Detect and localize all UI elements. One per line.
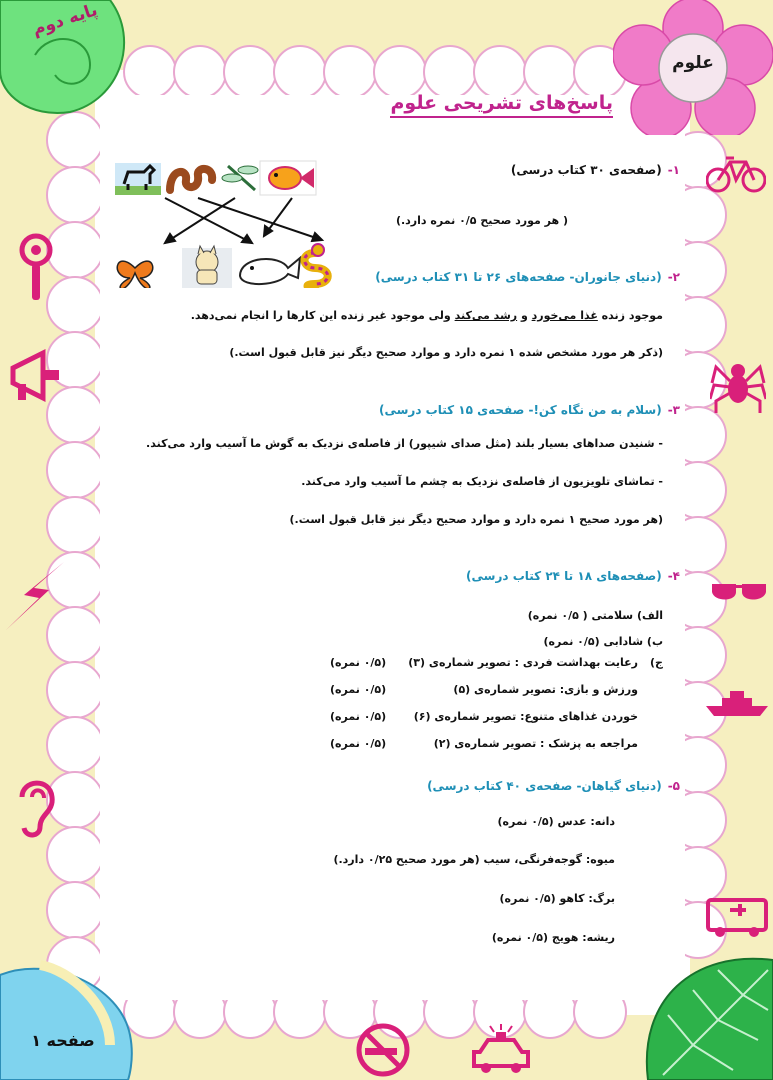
- question-2-answer: [191, 309, 663, 322]
- whale-picture: [240, 258, 300, 284]
- question-2-number: ۲-: [667, 270, 680, 284]
- leaf-icon: [633, 940, 773, 1080]
- question-3-number: ۳-: [667, 403, 680, 417]
- question-5-leaf: برگ: کاهو (۰/۵ نمره): [499, 892, 615, 905]
- no-smoking-icon: [355, 1022, 411, 1078]
- worm-picture: [170, 169, 212, 190]
- ear-icon: [14, 772, 58, 838]
- question-4-part-b: ب) شادابی (۰/۵ نمره): [543, 635, 663, 648]
- fish-picture: [260, 161, 316, 195]
- question-2-title: (دنیای جانوران- صفحه‌های ۲۶ تا ۳۱ کتاب درسی): [375, 270, 662, 284]
- snake-picture: [304, 244, 327, 288]
- ship-icon: [704, 688, 770, 718]
- question-3-answer-2: - تماشای تلویزیون از فاصله‌ی نزدیک به چشم ما آسیب وارد می‌کند.: [301, 475, 663, 488]
- grade-label: پایه دوم: [29, 0, 101, 40]
- question-3-title: (سلام به من نگاه کن!- صفحه‌ی ۱۵ کتاب درسی): [379, 403, 662, 417]
- question-2-heading: [375, 270, 680, 284]
- subject-label: علوم: [672, 53, 714, 73]
- answer-text-part: و: [517, 309, 532, 322]
- answer-text-part: موجود زنده: [597, 309, 663, 322]
- spider-icon: [710, 355, 766, 415]
- question-4-part-a: الف) سلامتی ( ۰/۵ نمره): [527, 609, 663, 622]
- question-1-title: (صفحه‌ی ۳۰ کتاب درسی): [510, 163, 662, 177]
- question-2-note: (ذکر هر مورد مشخص شده ۱ نمره دارد و موارد صحیح دیگر نیز قابل قبول است.): [229, 346, 663, 359]
- question-5-fruit: میوه: گوجه‌فرنگی، سیب (هر مورد صحیح ۰/۲۵ دارد.): [333, 853, 615, 866]
- question-4-row-1-score: (۰/۵ نمره): [330, 656, 387, 669]
- question-4-row-3-score: (۰/۵ نمره): [330, 710, 387, 723]
- cat-picture: [182, 246, 232, 288]
- question-5-root: ریشه: هویج (۰/۵ نمره): [491, 931, 615, 944]
- police-car-icon: [470, 1022, 532, 1076]
- question-5-title: (دنیای گیاهان- صفحه‌ی ۴۰ کتاب درسی): [427, 779, 662, 793]
- megaphone-icon: [8, 348, 63, 403]
- question-5-number: ۵-: [667, 779, 680, 793]
- question-4-number: ۴-: [667, 569, 680, 583]
- butterfly-picture: [117, 261, 152, 288]
- question-1-heading: [511, 163, 680, 177]
- horse-picture: [115, 163, 161, 195]
- question-4-row-4-text: مراجعه به پزشک : تصویر شماره‌ی (۲): [433, 737, 638, 750]
- dragonfly-picture: [222, 166, 258, 190]
- page-number-label: صفحه ۱: [31, 1031, 95, 1050]
- question-4-row-2-score: (۰/۵ نمره): [330, 683, 387, 696]
- matching-pictures: [110, 158, 360, 288]
- ambulance-icon: [706, 892, 768, 938]
- question-4-row-1-text: رعایت بهداشت فردی : تصویر شماره‌ی (۳): [408, 656, 638, 669]
- magnifier-icon: [18, 232, 54, 302]
- sunglasses-icon: [710, 578, 768, 606]
- question-4-title: (صفحه‌های ۱۸ تا ۲۴ کتاب درسی): [466, 569, 662, 583]
- question-1-number: ۱-: [667, 163, 680, 177]
- question-4-row-2-text: ورزش و بازی: تصویر شماره‌ی (۵): [453, 683, 638, 696]
- question-5-heading: [427, 779, 680, 793]
- underlined-answer-grows: رشد می‌کند: [454, 309, 518, 322]
- lightning-icon: [4, 560, 66, 632]
- answer-text-part: ولی موجود غیر زنده این کارها را انجام نمی‌دهد.: [190, 309, 455, 322]
- underlined-answer-eats: غذا می‌خورد: [531, 309, 598, 322]
- question-4-heading: [466, 569, 680, 583]
- question-4-row-4-score: (۰/۵ نمره): [330, 737, 387, 750]
- question-4-row-3-text: خوردن غذاهای متنوع: تصویر شماره‌ی (۶): [413, 710, 638, 723]
- question-3-note: (هر مورد صحیح ۱ نمره دارد و موارد صحیح دیگر نیز قابل قبول است.): [289, 513, 663, 526]
- question-3-heading: [379, 403, 680, 417]
- question-3-answer-1: - شنیدن صداهای بسیار بلند (مثل صدای شیپور) از فاصله‌ی نزدیک به گوش ما آسیب وارد می‌کند.: [146, 437, 663, 450]
- question-4-part-c-label: ج): [650, 656, 663, 669]
- question-1-note: ( هر مورد صحیح ۰/۵ نمره دارد.): [395, 214, 568, 227]
- page-badge-shape: [0, 955, 135, 1080]
- question-5-seed: دانه: عدس (۰/۵ نمره): [497, 815, 615, 828]
- bicycle-icon: [706, 152, 766, 194]
- page-title: پاسخ‌های تشریحی علوم: [390, 92, 613, 118]
